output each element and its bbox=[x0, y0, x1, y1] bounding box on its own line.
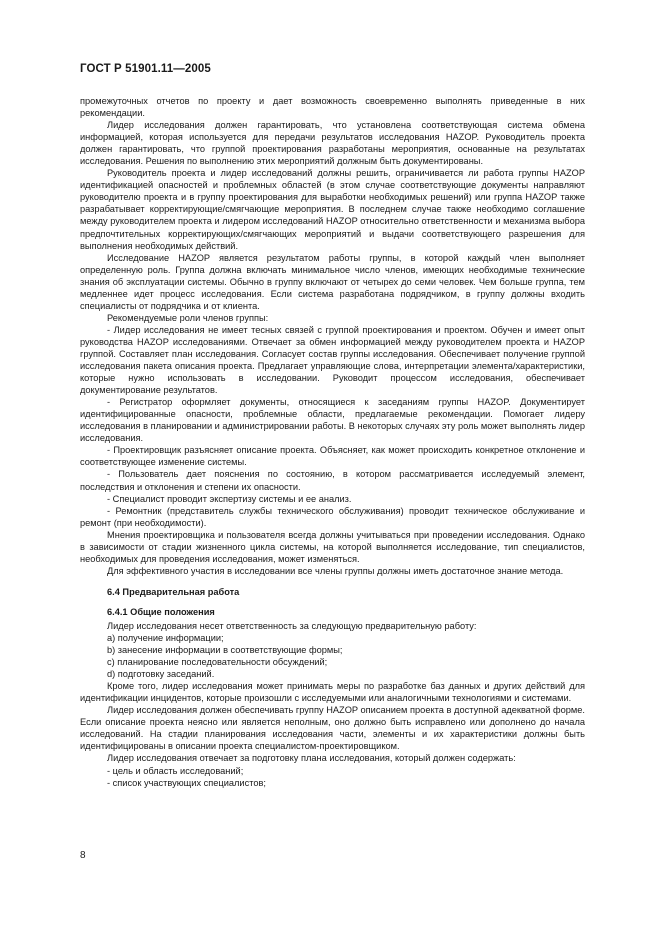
list-item: d) подготовку заседаний. bbox=[107, 669, 215, 680]
paragraph-databases: Кроме того, лидер исследования может принимать меры по разработке баз данных и других действий для идентификации инцидентов, которые произошли с исследуемыми или аналогичными технологиями и системами. bbox=[80, 681, 585, 704]
page-header-standard-code: ГОСТ Р 51901.11—2005 bbox=[80, 63, 211, 75]
list-item: c) планирование последовательности обсуждений; bbox=[107, 657, 328, 668]
list-item: - список участвующих специалистов; bbox=[107, 777, 266, 788]
paragraph-opinions: Мнения проектировщика и пользователя всегда должны учитываться при проведении исследования. Однако в зависимости от стадии жизненного цикла системы, на которой выполняется исследование, тип специалистов, необходимых для проведения исследования, может изменяться. bbox=[80, 529, 585, 564]
role-specialist: - Специалист проводит экспертизу системы и ее анализ. bbox=[107, 493, 352, 504]
document-body bbox=[80, 95, 585, 789]
paragraph-recommended-roles: Рекомендуемые роли членов группы: bbox=[107, 312, 269, 323]
section-heading-6-4: 6.4 Предварительная работа bbox=[107, 586, 240, 597]
paragraph-project-description: Лидер исследования должен обеспечивать группу HAZOP описанием проекта в доступной адекватной форме. Если описание проекта неясно или является неполным, оно должно быть исправлено или дополнено до начала исследований. На стадии планирования исследования части, элементы и их характеристики должны быть идентифицированы в описании проекта специалистом-проектировщиком. bbox=[80, 705, 585, 752]
paragraph-hazop-scope: Руководитель проекта и лидер исследований должны решить, ограничивается ли работа группы HAZOP идентификацией опасностей и проблемных областей (в этом случае соответствующие документы направляют руководителю проекта и в группу проектирования для выработки необходимых решений) или группа HAZOP также разрабатывает корректирующие/смягчающие мероприятия. В последнем случае также необходимо соглашение между руководителем проекта и лидером исследований HAZOP относительно ответственности и механизма выбора предпочтительных корректирующих/смягчающих мероприятий и выдачи соответствующего разрешения для выполнения необходимых действий. bbox=[80, 168, 585, 251]
role-study-leader: - Лидер исследования не имеет тесных связей с группой проектирования и проектом. Обучен и имеет опыт руководства HAZOP исследованиями. Отвечает за обмен информацией между руководителем проекта и HAZOP группой. Составляет план исследования. Согласует состав группы исследования. Обеспечивает получение группой исследования пакета описания проекта. Предлагает управляющие слова, интерпретации элемента/характеристики, которые нужно использовать в исследовании. Руководит процессом исследования, обеспечивает документирование результатов. bbox=[80, 324, 585, 396]
page-number: 8 bbox=[80, 850, 86, 861]
paragraph-study-plan: Лидер исследования отвечает за подготовку плана исследования, который должен содержать: bbox=[107, 753, 516, 764]
list-item: a) получение информации; bbox=[107, 633, 224, 644]
paragraph-method-knowledge: Для эффективного участия в исследовании все члены группы должны иметь достаточное знание метода. bbox=[107, 565, 564, 576]
list-item: - цель и область исследований; bbox=[107, 765, 244, 776]
paragraph-information-exchange: Лидер исследования должен гарантировать, что установлена соответствующая система обмена информацией, которая используется для передачи результатов исследования HAZOP. Руководитель проекта должен гарантировать, что группой проектирования разработаны мероприятия, основанные на результатах исследования. Решения по выполнению этих мероприятий должным быть документированы. bbox=[80, 120, 585, 167]
paragraph-team-composition: Исследование HAZOP является результатом работы группы, в которой каждый член выполняет определенную роль. Группа должна включать минимальное число членов, имеющих необходимые технические знания об эксплуатации системы. Обычно в группу включают от четырех до семи человек. Чем больше группа, тем медленнее идет процесс исследования. Если система разработана подрядчиком, в группу должны входить специалисты от подрядчика и от клиента. bbox=[80, 252, 585, 311]
paragraph-preliminary-intro: Лидер исследования несет ответственность за следующую предварительную работу: bbox=[107, 620, 477, 631]
role-maintainer: - Ремонтник (представитель службы технического обслуживания) проводит техническое обслуживание и ремонт (при необходимости). bbox=[80, 505, 585, 528]
paragraph-continuation: промежуточных отчетов по проекту и дает возможность своевременно выполнять приведенные в них рекомендации. bbox=[80, 96, 585, 119]
role-recorder: - Регистратор оформляет документы, относящиеся к заседаниям группы HAZOP. Документирует идентифицированные опасности, проблемные области, предлагаемые рекомендации. Помогает лидеру исследования в планировании и администрировании работы. В некоторых случаях эту роль может выполнять лидер исследования. bbox=[80, 397, 585, 444]
role-user: - Пользователь дает пояснения по состоянию, в котором рассматривается исследуемый элемент, последствия и отклонения и степени их опасности. bbox=[80, 469, 585, 492]
section-heading-6-4-1: 6.4.1 Общие положения bbox=[107, 606, 215, 617]
role-designer: - Проектировщик разъясняет описание проекта. Объясняет, как может происходить конкретное отклонение и соответствующее изменение системы. bbox=[80, 445, 585, 468]
list-item: b) занесение информации в соответствующие формы; bbox=[107, 645, 343, 656]
